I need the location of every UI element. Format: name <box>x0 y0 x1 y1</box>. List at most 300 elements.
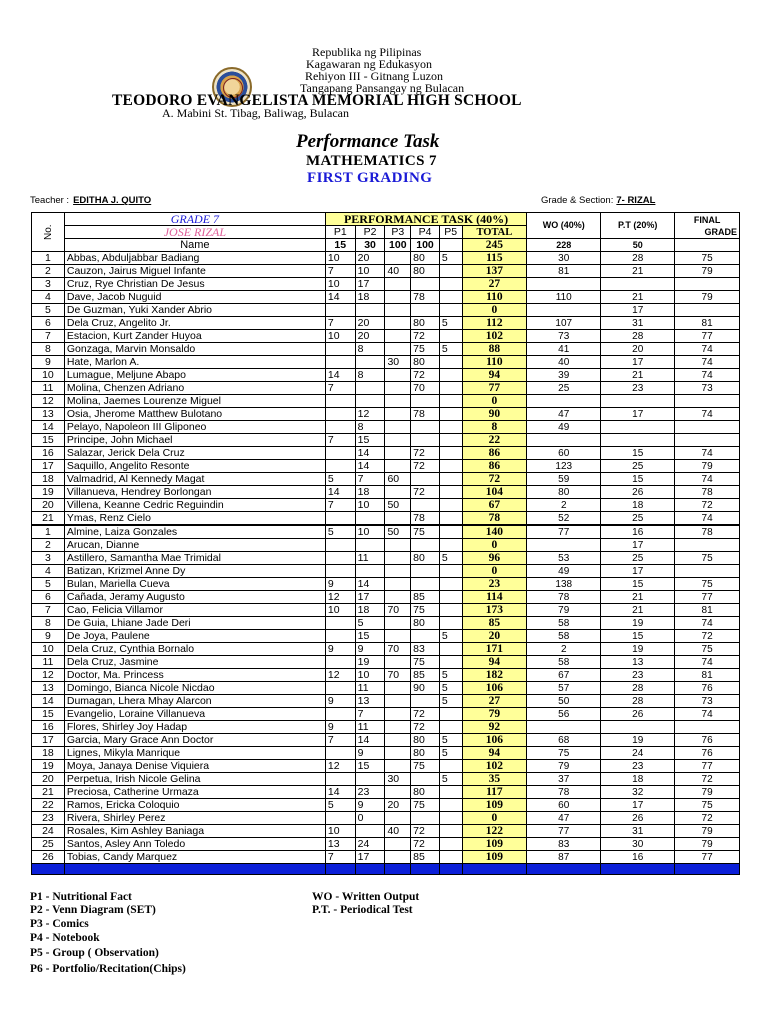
cell-p2: 17 <box>355 591 385 604</box>
table-row <box>32 734 740 747</box>
cell-p3: 70 <box>385 643 411 656</box>
table-row <box>32 747 740 760</box>
table-row <box>32 486 740 499</box>
cell-pt <box>601 434 675 447</box>
cell-name: Villanueva, Hendrey Borlongan <box>64 486 325 499</box>
max-pt: 50 <box>601 239 675 252</box>
max-p5 <box>439 239 462 252</box>
cell-no: 5 <box>32 304 65 317</box>
cell-p1: 12 <box>325 669 355 682</box>
cell-no: 5 <box>32 578 65 591</box>
cell-total: 94 <box>462 747 527 760</box>
cell-p1: 10 <box>325 252 355 265</box>
cell-pt: 19 <box>601 734 675 747</box>
cell-p5: 5 <box>439 695 462 708</box>
cell-wo: 60 <box>527 799 601 812</box>
table-row <box>32 395 740 408</box>
cell-pt <box>601 278 675 291</box>
section-line <box>541 195 655 206</box>
cell-p5 <box>439 421 462 434</box>
cell-p5 <box>439 486 462 499</box>
cell-final: 79 <box>675 786 740 799</box>
cell-name: Ramos, Ericka Coloquio <box>64 799 325 812</box>
cell-p4: 75 <box>411 656 440 669</box>
cell-p2: 10 <box>355 525 385 539</box>
footer-cell <box>64 864 325 875</box>
cell-name: Villena, Keanne Cedric Reguindin <box>64 499 325 512</box>
table-row <box>32 786 740 799</box>
cell-total: 27 <box>462 278 527 291</box>
cell-wo: 58 <box>527 617 601 630</box>
cell-p3 <box>385 591 411 604</box>
cell-no: 9 <box>32 356 65 369</box>
cell-final: 79 <box>675 460 740 473</box>
cell-p1: 5 <box>325 473 355 486</box>
cell-p4: 75 <box>411 525 440 539</box>
cell-p2: 0 <box>355 812 385 825</box>
cell-pt: 25 <box>601 552 675 565</box>
max-wo: 228 <box>527 239 601 252</box>
cell-wo: 56 <box>527 708 601 721</box>
cell-p4: 78 <box>411 291 440 304</box>
cell-final <box>675 721 740 734</box>
cell-p3: 40 <box>385 265 411 278</box>
cell-p2: 14 <box>355 447 385 460</box>
cell-p3: 50 <box>385 525 411 539</box>
cell-final: 75 <box>675 552 740 565</box>
cell-p1: 10 <box>325 278 355 291</box>
cell-final: 74 <box>675 617 740 630</box>
cell-final: 72 <box>675 812 740 825</box>
cell-wo: 53 <box>527 552 601 565</box>
cell-pt: 32 <box>601 786 675 799</box>
table-row <box>32 330 740 343</box>
cell-p5: 5 <box>439 252 462 265</box>
cell-no: 19 <box>32 486 65 499</box>
cell-p4: 75 <box>411 799 440 812</box>
cell-p5 <box>439 304 462 317</box>
cell-total: 106 <box>462 682 527 695</box>
cell-total: 182 <box>462 669 527 682</box>
cell-total: 67 <box>462 499 527 512</box>
cell-total: 117 <box>462 786 527 799</box>
cell-p3: 30 <box>385 773 411 786</box>
cell-pt: 17 <box>601 356 675 369</box>
cell-pt: 20 <box>601 343 675 356</box>
table-row <box>32 708 740 721</box>
max-p4: 100 <box>411 239 440 252</box>
table-row <box>32 317 740 330</box>
cell-total: 86 <box>462 447 527 460</box>
cell-total: 109 <box>462 838 527 851</box>
table-row <box>32 812 740 825</box>
cell-p5: 5 <box>439 682 462 695</box>
cell-wo: 37 <box>527 773 601 786</box>
table-row <box>32 591 740 604</box>
cell-name: Pelayo, Napoleon III Gliponeo <box>64 421 325 434</box>
cell-name: Almine, Laiza Gonzales <box>64 525 325 539</box>
cell-wo: 50 <box>527 695 601 708</box>
cell-pt: 28 <box>601 695 675 708</box>
cell-p2: 14 <box>355 460 385 473</box>
cell-pt: 26 <box>601 708 675 721</box>
cell-name: Principe, John Michael <box>64 434 325 447</box>
cell-p5 <box>439 825 462 838</box>
cell-p5 <box>439 382 462 395</box>
cell-p2: 5 <box>355 617 385 630</box>
table-row <box>32 265 740 278</box>
cell-p3 <box>385 539 411 552</box>
cell-total: 77 <box>462 382 527 395</box>
cell-name: Cao, Felicia Villamor <box>64 604 325 617</box>
cell-pt: 25 <box>601 512 675 526</box>
column-header-no: No. <box>32 213 65 252</box>
cell-no: 25 <box>32 838 65 851</box>
cell-total: 110 <box>462 291 527 304</box>
cell-total: 112 <box>462 317 527 330</box>
cell-name: Valmadrid, Al Kennedy Magat <box>64 473 325 486</box>
cell-p3: 40 <box>385 825 411 838</box>
cell-p1: 12 <box>325 591 355 604</box>
cell-name: Tobias, Candy Marquez <box>64 851 325 864</box>
header-row-1 <box>32 213 740 226</box>
cell-p1: 7 <box>325 851 355 864</box>
cell-final: 74 <box>675 356 740 369</box>
cell-p2 <box>355 512 385 526</box>
cell-p5 <box>439 799 462 812</box>
table-row <box>32 343 740 356</box>
cell-no: 10 <box>32 369 65 382</box>
legend-p4: P4 - Notebook <box>30 932 100 944</box>
cell-p5: 5 <box>439 734 462 747</box>
cell-name: Dave, Jacob Nuguid <box>64 291 325 304</box>
cell-pt: 31 <box>601 317 675 330</box>
cell-p1 <box>325 617 355 630</box>
cell-p4 <box>411 473 440 486</box>
cell-final: 76 <box>675 747 740 760</box>
cell-p1: 14 <box>325 486 355 499</box>
cell-p5 <box>439 812 462 825</box>
cell-wo: 60 <box>527 447 601 460</box>
cell-final: 78 <box>675 525 740 539</box>
cell-total: 85 <box>462 617 527 630</box>
cell-p2: 7 <box>355 708 385 721</box>
cell-p1: 5 <box>325 525 355 539</box>
cell-final <box>675 421 740 434</box>
table-row <box>32 512 740 526</box>
cell-no: 8 <box>32 617 65 630</box>
cell-p5 <box>439 369 462 382</box>
cell-p1: 9 <box>325 578 355 591</box>
cell-p4: 80 <box>411 734 440 747</box>
cell-p2: 8 <box>355 421 385 434</box>
cell-p1 <box>325 512 355 526</box>
cell-p3 <box>385 434 411 447</box>
cell-p2 <box>355 395 385 408</box>
column-header-wo: WO (40%) <box>527 213 601 239</box>
cell-p5: 5 <box>439 317 462 330</box>
cell-p1 <box>325 395 355 408</box>
cell-wo: 2 <box>527 499 601 512</box>
cell-total: 0 <box>462 304 527 317</box>
cell-p3 <box>385 578 411 591</box>
cell-no: 12 <box>32 395 65 408</box>
cell-name: Perpetua, Irish Nicole Gelina <box>64 773 325 786</box>
cell-p1 <box>325 552 355 565</box>
cell-wo: 49 <box>527 565 601 578</box>
cell-p2: 9 <box>355 799 385 812</box>
cell-p1 <box>325 460 355 473</box>
cell-wo <box>527 434 601 447</box>
cell-total: 114 <box>462 591 527 604</box>
cell-name: De Guia, Lhiane Jade Deri <box>64 617 325 630</box>
column-header-p1: P1 <box>325 226 355 239</box>
cell-p4: 83 <box>411 643 440 656</box>
cell-name: Batizan, Krizmel Anne Dy <box>64 565 325 578</box>
cell-p4: 78 <box>411 408 440 421</box>
cell-pt: 21 <box>601 369 675 382</box>
cell-wo: 73 <box>527 330 601 343</box>
legend-p5: P5 - Group ( Observation) <box>30 947 159 959</box>
cell-final: 81 <box>675 604 740 617</box>
cell-pt: 15 <box>601 578 675 591</box>
cell-total: 102 <box>462 330 527 343</box>
cell-no: 20 <box>32 773 65 786</box>
cell-p1: 7 <box>325 382 355 395</box>
cell-total: 90 <box>462 408 527 421</box>
cell-wo: 41 <box>527 343 601 356</box>
cell-p2 <box>355 825 385 838</box>
teacher-name: EDITHA J. QUITO <box>73 195 152 206</box>
cell-p4: 85 <box>411 591 440 604</box>
cell-p2: 8 <box>355 343 385 356</box>
header-line-4: Tangapang Pansangay ng Bulacan <box>300 81 465 95</box>
cell-name: Abbas, Abduljabbar Badiang <box>64 252 325 265</box>
cell-final: 75 <box>675 799 740 812</box>
cell-final: 74 <box>675 473 740 486</box>
cell-no: 11 <box>32 382 65 395</box>
cell-no: 17 <box>32 460 65 473</box>
cell-final: 76 <box>675 682 740 695</box>
cell-total: 88 <box>462 343 527 356</box>
cell-total: 8 <box>462 421 527 434</box>
cell-p4: 72 <box>411 825 440 838</box>
cell-p5 <box>439 434 462 447</box>
table-row <box>32 695 740 708</box>
cell-p1 <box>325 343 355 356</box>
cell-pt: 24 <box>601 747 675 760</box>
cell-wo: 75 <box>527 747 601 760</box>
cell-p2: 10 <box>355 499 385 512</box>
cell-p4: 80 <box>411 552 440 565</box>
cell-wo: 78 <box>527 591 601 604</box>
cell-pt: 23 <box>601 760 675 773</box>
table-row <box>32 460 740 473</box>
cell-p2 <box>355 539 385 552</box>
cell-pt: 17 <box>601 408 675 421</box>
cell-p1 <box>325 747 355 760</box>
table-row <box>32 656 740 669</box>
cell-pt: 17 <box>601 565 675 578</box>
cell-final: 75 <box>675 252 740 265</box>
cell-wo: 81 <box>527 265 601 278</box>
cell-final: 81 <box>675 669 740 682</box>
cell-p5 <box>439 721 462 734</box>
cell-p2: 20 <box>355 330 385 343</box>
column-header-final <box>675 213 740 239</box>
cell-p5 <box>439 539 462 552</box>
cell-p4: 80 <box>411 356 440 369</box>
footer-cell <box>601 864 675 875</box>
table-row <box>32 369 740 382</box>
cell-total: 171 <box>462 643 527 656</box>
cell-total: 86 <box>462 460 527 473</box>
cell-wo: 110 <box>527 291 601 304</box>
legend-p6: P6 - Portfolio/Recitation(Chips) <box>30 963 186 975</box>
cell-final: 73 <box>675 695 740 708</box>
cell-p3 <box>385 617 411 630</box>
cell-pt: 13 <box>601 656 675 669</box>
cell-p1: 7 <box>325 434 355 447</box>
cell-p2 <box>355 356 385 369</box>
cell-p4: 72 <box>411 486 440 499</box>
cell-name: Doctor, Ma. Princess <box>64 669 325 682</box>
cell-p4 <box>411 304 440 317</box>
cell-no: 7 <box>32 604 65 617</box>
column-header-name: Name <box>64 239 325 252</box>
cell-final: 77 <box>675 591 740 604</box>
cell-p2: 20 <box>355 252 385 265</box>
cell-p5 <box>439 395 462 408</box>
cell-pt: 28 <box>601 252 675 265</box>
cell-p1 <box>325 565 355 578</box>
table-row <box>32 291 740 304</box>
cell-p2: 15 <box>355 434 385 447</box>
cell-p4: 72 <box>411 369 440 382</box>
cell-p4: 80 <box>411 786 440 799</box>
cell-p3 <box>385 486 411 499</box>
max-final <box>675 239 740 252</box>
cell-p3 <box>385 812 411 825</box>
cell-wo: 59 <box>527 473 601 486</box>
cell-wo: 138 <box>527 578 601 591</box>
cell-no: 19 <box>32 760 65 773</box>
cell-no: 6 <box>32 591 65 604</box>
cell-total: 173 <box>462 604 527 617</box>
cell-p5: 5 <box>439 773 462 786</box>
cell-p2: 20 <box>355 317 385 330</box>
cell-p3: 70 <box>385 669 411 682</box>
cell-no: 16 <box>32 447 65 460</box>
table-row <box>32 773 740 786</box>
legend-pt: P.T. - Periodical Test <box>312 904 413 916</box>
cell-no: 20 <box>32 499 65 512</box>
cell-final: 78 <box>675 486 740 499</box>
table-row <box>32 304 740 317</box>
cell-p1: 7 <box>325 499 355 512</box>
cell-p3: 60 <box>385 473 411 486</box>
cell-total: 79 <box>462 708 527 721</box>
cell-wo: 2 <box>527 643 601 656</box>
cell-total: 23 <box>462 578 527 591</box>
cell-p3 <box>385 695 411 708</box>
cell-final: 75 <box>675 643 740 656</box>
cell-p1 <box>325 304 355 317</box>
column-header-total: TOTAL <box>462 226 527 239</box>
cell-name: Moya, Janaya Denise Viquiera <box>64 760 325 773</box>
cell-name: Santos, Asley Ann Toledo <box>64 838 325 851</box>
cell-p3 <box>385 330 411 343</box>
cell-p2: 18 <box>355 604 385 617</box>
teacher-line <box>30 195 151 206</box>
cell-p5 <box>439 356 462 369</box>
grading-period: FIRST GRADING <box>307 170 433 186</box>
cell-p4: 80 <box>411 317 440 330</box>
cell-p2: 11 <box>355 682 385 695</box>
cell-p4: 72 <box>411 838 440 851</box>
cell-no: 2 <box>32 265 65 278</box>
cell-p3: 70 <box>385 604 411 617</box>
cell-p1 <box>325 630 355 643</box>
cell-p5: 5 <box>439 747 462 760</box>
cell-p1 <box>325 773 355 786</box>
cell-p5: 5 <box>439 343 462 356</box>
table-footer-bar <box>32 864 740 875</box>
cell-total: 110 <box>462 356 527 369</box>
cell-no: 4 <box>32 291 65 304</box>
max-p3: 100 <box>385 239 411 252</box>
cell-p3 <box>385 447 411 460</box>
table-row <box>32 851 740 864</box>
cell-pt: 30 <box>601 838 675 851</box>
cell-wo: 39 <box>527 369 601 382</box>
cell-no: 12 <box>32 669 65 682</box>
cell-p3 <box>385 656 411 669</box>
cell-name: De Joya, Paulene <box>64 630 325 643</box>
cell-pt: 25 <box>601 460 675 473</box>
cell-p4 <box>411 499 440 512</box>
cell-pt: 16 <box>601 851 675 864</box>
cell-no: 8 <box>32 343 65 356</box>
cell-final: 74 <box>675 708 740 721</box>
table-row <box>32 447 740 460</box>
cell-name: Domingo, Bianca Nicole Nicdao <box>64 682 325 695</box>
table-row <box>32 565 740 578</box>
cell-name: Dela Cruz, Cynthia Bornalo <box>64 643 325 656</box>
cell-p3 <box>385 382 411 395</box>
cell-p4 <box>411 578 440 591</box>
cell-name: Estacion, Kurt Zander Huyoa <box>64 330 325 343</box>
cell-p1: 10 <box>325 825 355 838</box>
header-row-max <box>32 239 740 252</box>
cell-final <box>675 278 740 291</box>
cell-wo: 47 <box>527 408 601 421</box>
cell-p4: 85 <box>411 851 440 864</box>
cell-wo <box>527 721 601 734</box>
cell-pt: 31 <box>601 825 675 838</box>
cell-p1: 5 <box>325 799 355 812</box>
header-line-2: Kagawaran ng Edukasyon <box>306 57 432 71</box>
cell-pt: 18 <box>601 773 675 786</box>
cell-p2: 17 <box>355 851 385 864</box>
cell-p3 <box>385 317 411 330</box>
cell-pt: 21 <box>601 291 675 304</box>
cell-total: 96 <box>462 552 527 565</box>
section-name: 7- RIZAL <box>616 195 656 206</box>
cell-final <box>675 565 740 578</box>
teacher-label: Teacher : <box>30 195 70 206</box>
grade-label-2: GRADE <box>704 226 737 237</box>
